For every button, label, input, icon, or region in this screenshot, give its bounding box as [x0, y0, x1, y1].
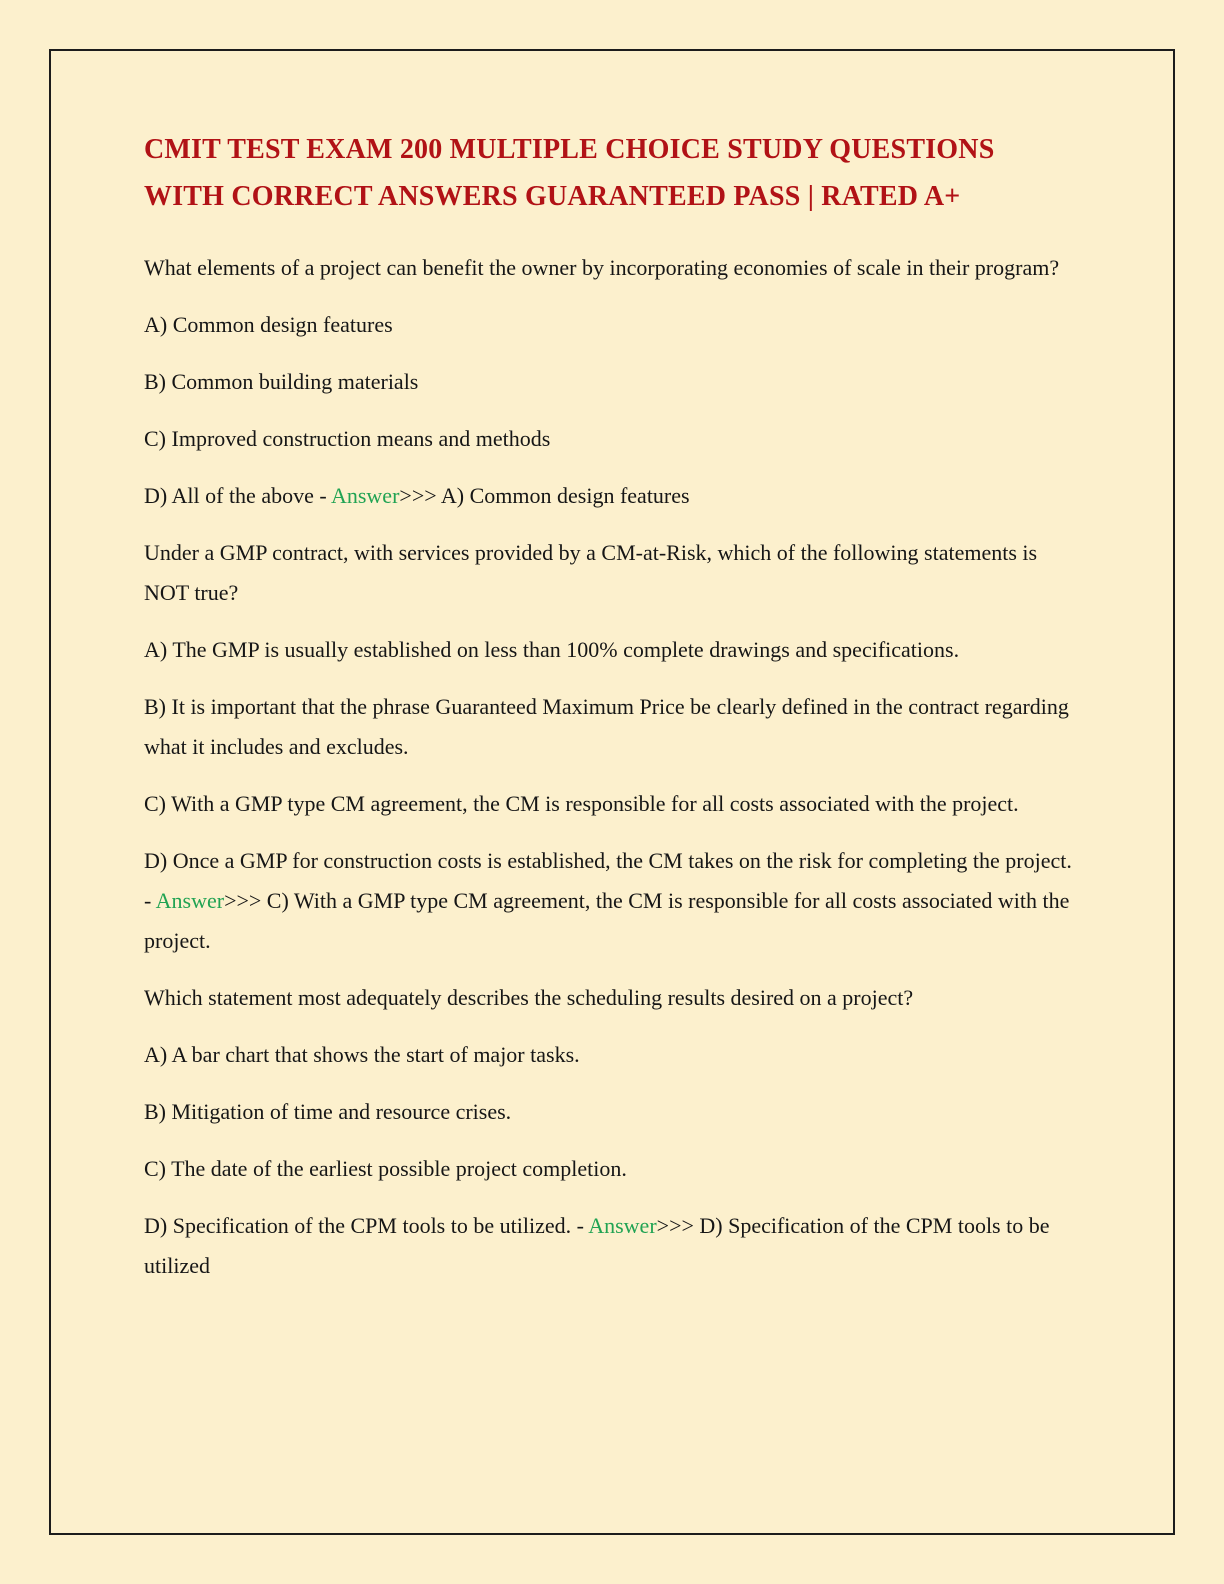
- option-text: B) Mitigation of time and resource crises.: [144, 1099, 512, 1124]
- option-line: [144, 305, 1080, 345]
- question-prompt: What elements of a project can benefit the owner by incorporating economies of scale in their program?: [144, 255, 1060, 280]
- option-text: A) A bar chart that shows the start of major tasks.: [144, 1042, 580, 1067]
- option-line: [144, 687, 1080, 767]
- option-text: C) With a GMP type CM agreement, the CM is responsible for all costs associated with the project.: [144, 791, 1019, 816]
- option-text: C) Improved construction means and methods: [144, 426, 551, 451]
- option-line: [144, 841, 1080, 961]
- questions: [144, 248, 1080, 1286]
- option-text: >>> D) Specification of the CPM tools to be utilized: [144, 1213, 1050, 1278]
- option-line: [144, 784, 1080, 824]
- option-text: C) The date of the earliest possible project completion.: [144, 1156, 627, 1181]
- option-text: A) Common design features: [144, 312, 393, 337]
- answer-keyword: Answer: [588, 1213, 657, 1238]
- question-prompt: Which statement most adequately describes the scheduling results desired on a project?: [144, 985, 914, 1010]
- option-text: A) The GMP is usually established on less than 100% complete drawings and specifications.: [144, 637, 960, 662]
- option-text: D) All of the above -: [144, 483, 331, 508]
- option-text: B) It is important that the phrase Guaranteed Maximum Price be clearly defined in the contract regarding what it includes and excludes.: [144, 694, 1069, 759]
- option-line: [144, 362, 1080, 402]
- option-line: [144, 476, 1080, 516]
- option-line: [144, 1035, 1080, 1075]
- answer-keyword: Answer: [330, 483, 400, 508]
- option-line: [144, 1149, 1080, 1189]
- document-title: CMIT TEST EXAM 200 MULTIPLE CHOICE STUDY QUESTIONS WITH CORRECT ANSWERS GUARANTEED PASS | RATED A+: [144, 134, 995, 212]
- option-line: [144, 419, 1080, 459]
- option-text: >>> A) Common design features: [399, 483, 690, 508]
- option-line: [144, 1206, 1080, 1286]
- option-text: D) Specification of the CPM tools to be utilized. -: [144, 1213, 589, 1238]
- answer-keyword: Answer: [155, 888, 225, 913]
- option-line: [144, 1092, 1080, 1132]
- document-content: [144, 126, 1080, 1303]
- question-prompt: Under a GMP contract, with services provided by a CM-at-Risk, which of the following statements is NOT true?: [144, 540, 1038, 605]
- option-text: >>> C) With a GMP type CM agreement, the CM is responsible for all costs associated with the project.: [144, 888, 1070, 953]
- option-text: B) Common building materials: [144, 369, 419, 394]
- option-line: [144, 630, 1080, 670]
- option-text: D) Once a GMP for construction costs is established, the CM takes on the risk for completing the project. -: [144, 848, 1072, 913]
